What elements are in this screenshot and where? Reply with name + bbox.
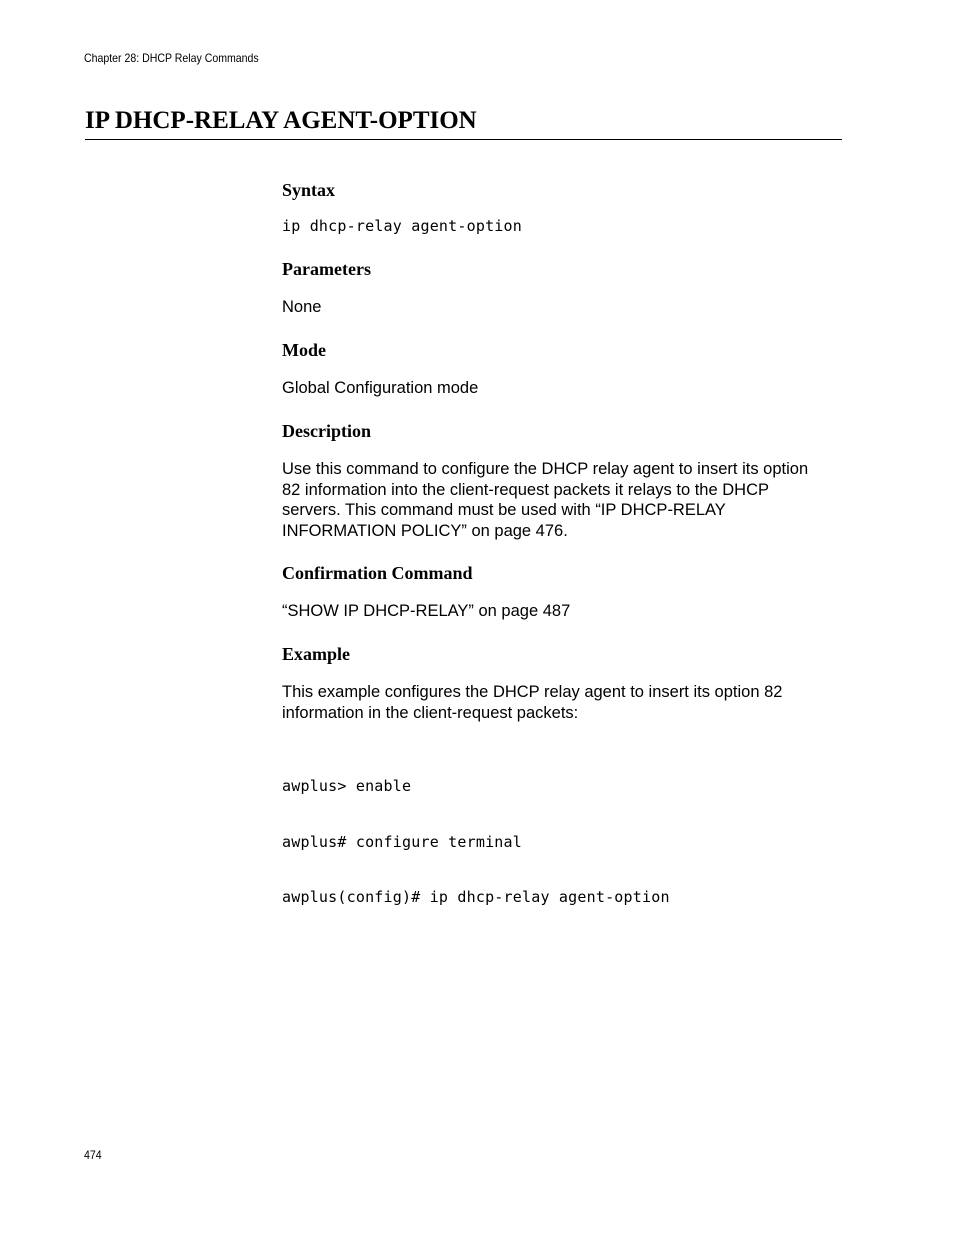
description-line: 82 information into the client-request packets it relays to the DHCP — [282, 480, 769, 499]
parameters-heading: Parameters — [282, 259, 371, 279]
running-header: Chapter 28: DHCP Relay Commands — [84, 51, 259, 65]
description-line: servers. This command must be used with “IP DHCP-RELAY — [282, 501, 726, 519]
code-line: awplus# configure terminal — [282, 832, 522, 851]
code-line: awplus(config)# ip dhcp-relay agent-option — [282, 888, 670, 906]
example-code-block — [282, 740, 670, 944]
description-line: INFORMATION POLICY” on page 476. — [282, 521, 568, 540]
code-line: awplus> enable — [282, 777, 412, 795]
mode-text: Global Configuration mode — [282, 379, 479, 397]
page-number: 474 — [84, 1148, 102, 1162]
example-heading: Example — [282, 644, 351, 664]
description-line: Use this command to configure the DHCP relay agent to insert its option — [282, 460, 809, 478]
title-rule — [85, 139, 842, 140]
example-line: This example configures the DHCP relay agent to insert its option 82 — [282, 683, 783, 701]
confirmation-heading: Confirmation Command — [282, 563, 473, 583]
confirmation-link[interactable]: “SHOW IP DHCP-RELAY” on page 487 — [282, 602, 571, 620]
mode-heading: Mode — [282, 340, 326, 360]
example-line: information in the client-request packets: — [282, 703, 579, 722]
parameters-text: None — [282, 298, 322, 316]
description-heading: Description — [282, 421, 371, 441]
description-paragraph — [282, 459, 842, 541]
page-title: IP DHCP-RELAY AGENT-OPTION — [85, 107, 477, 134]
example-paragraph — [282, 682, 842, 723]
syntax-code: ip dhcp-relay agent-option — [282, 217, 522, 235]
syntax-heading: Syntax — [282, 180, 336, 200]
